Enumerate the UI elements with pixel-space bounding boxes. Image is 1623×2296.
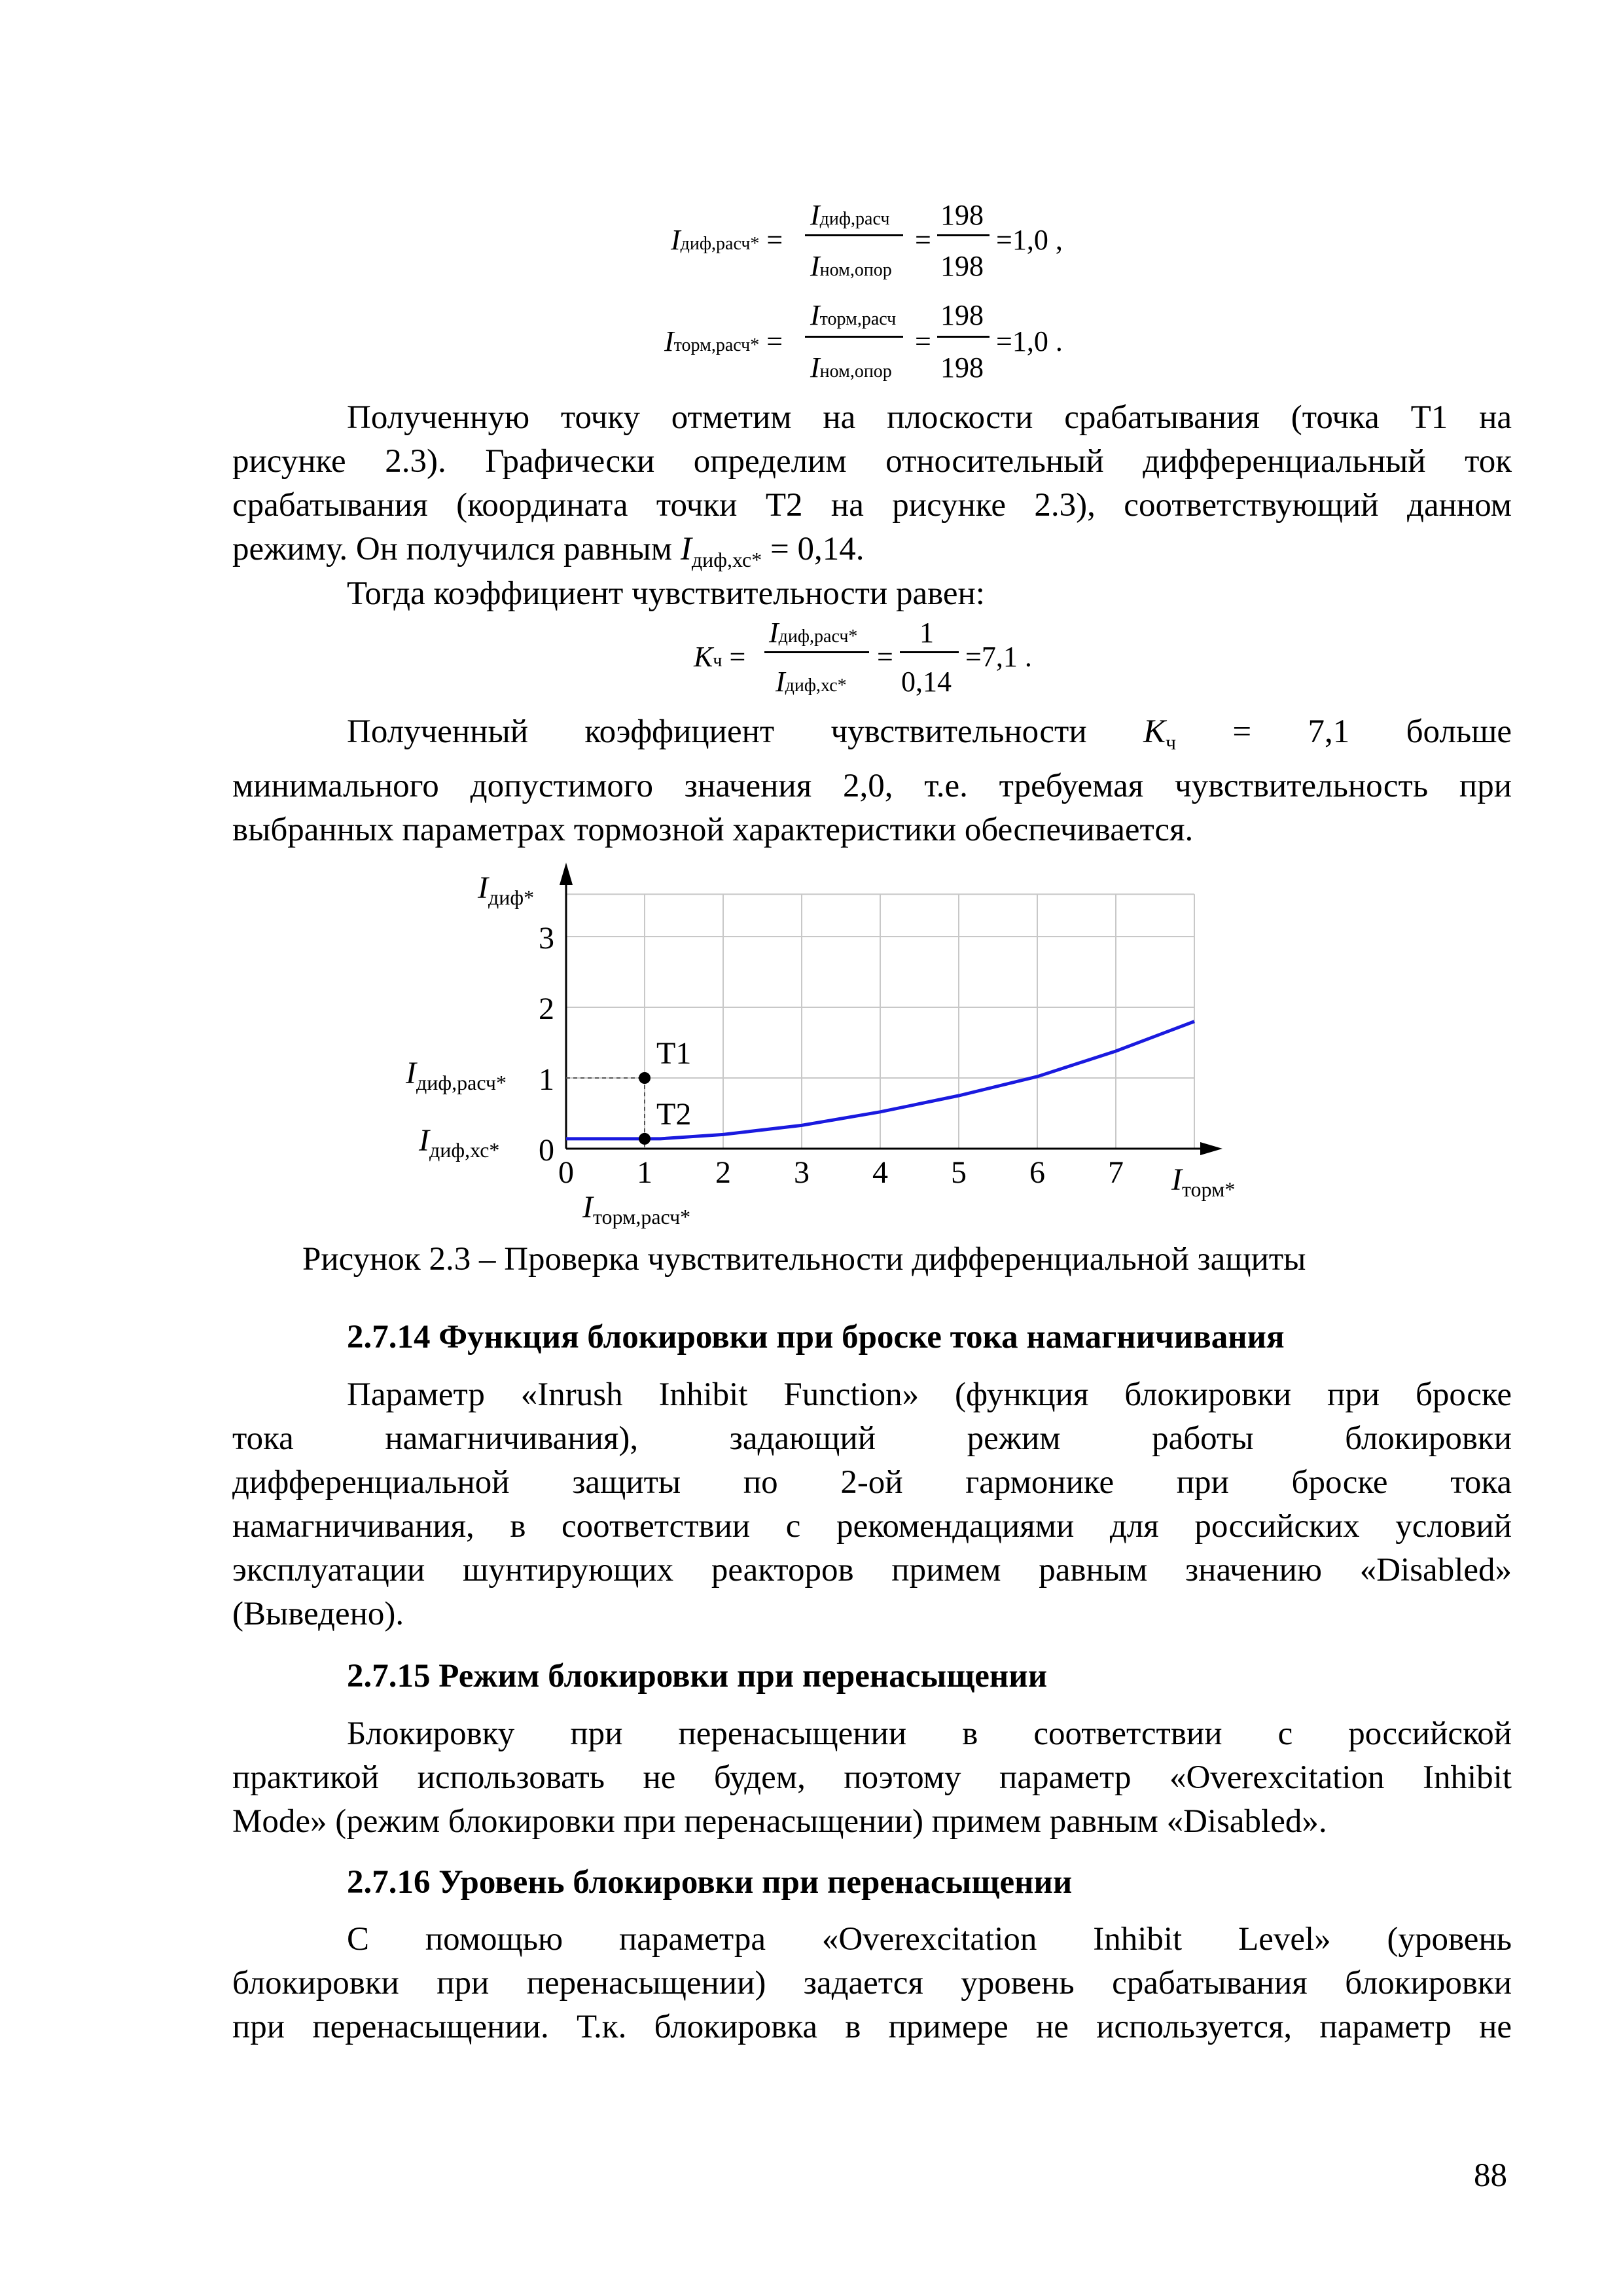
p1-line-2: рисунке 2.3). Графически определим относительный дифференциальный ток [232,443,1512,480]
f1-den2: 198 [940,250,984,282]
x-annotation-t1: $I_{торм,расч*}$ [582,1190,691,1229]
f3-fraction-bar [764,651,869,653]
x-axis-title: $I_{торм*}$ [1171,1162,1236,1201]
f1-fraction-bar-2 [937,234,990,236]
p4-line-5: эксплуатации шунтирующих реакторов примем равным значению «Disabled» [232,1552,1512,1588]
p1-l4-sub: диф,хс* [691,548,762,572]
x-tick-label: 4 [872,1155,888,1190]
y-annotation-t2: $I_{диф,хс*}$ [419,1122,500,1162]
p3-k-eq [1143,713,1350,755]
p5-line-3: Mode» (режим блокировки при перенасыщении) примем равным «Disabled». [232,1803,1327,1840]
f1-num2: 198 [940,199,984,231]
x-tick-label: 3 [794,1155,810,1190]
p1-l4-var: I [680,531,692,567]
f1-lhs: I [671,224,681,256]
paragraph-2 [232,572,1512,616]
sensitivity-chart [393,851,1309,1244]
f3-fraction-bar-2 [900,651,959,653]
y-tick-label: 3 [539,921,554,956]
y-axis-title: $I_{диф*}$ [478,870,535,909]
p5-line-1: Блокировку при перенасыщении в соответствии с российской [347,1715,1512,1752]
f2-fraction-bar [805,336,903,338]
p3-k-sub: ч [1166,730,1177,755]
f3-den-sub: диф,хс* [785,675,847,696]
point-t1 [639,1072,651,1084]
p5-line-2: практикой использовать не будем, поэтому параметр «Overexcitation Inhibit [232,1759,1512,1796]
y-tick-label: 0 [539,1133,554,1168]
f3-den2: 0,14 [901,666,952,698]
x-tick-label: 7 [1108,1155,1124,1190]
p4-line-4: намагничивания, в соответствии с рекомендациями для российских условий [232,1508,1512,1545]
f2-lhs: I [664,325,674,357]
point-t2 [639,1133,651,1145]
x-tick-label: 5 [951,1155,967,1190]
f1-lhs-sub: диф,расч* [680,234,760,254]
f2-den: I [810,351,820,384]
f3-lhs: K [694,641,713,673]
paragraph-3 [232,710,1512,852]
f2-num2: 198 [940,299,984,331]
p3-k-value: = 7,1 [1176,713,1350,750]
p4-line-6: (Выведено). [232,1596,404,1632]
f3-den: I [776,666,785,698]
point-label-t1: T1 [656,1036,692,1071]
x-axis-arrow [1200,1142,1222,1155]
p2-line-1: Тогда коэффициент чувствительности равен: [347,575,985,612]
p1-l4-value: = 0,14. [762,531,865,567]
f3-num: I [769,617,779,649]
p4-line-3: дифференциальной защиты по 2-ой гармонике при броске тока [232,1464,1512,1501]
f2-lhs-sub: торм,расч* [673,335,760,355]
y-tick-label: 2 [539,992,554,1026]
y-tick-label: 1 [539,1062,554,1097]
heading-2-7-15: 2.7.15 Режим блокировки при перенасыщении [347,1658,1048,1695]
heading-2-7-16: 2.7.16 Уровень блокировки при перенасыщении [347,1864,1073,1901]
p3-line-3: выбранных параметрах тормозной характеристики обеспечивается. [232,812,1194,849]
x-tick-label: 0 [558,1155,574,1190]
f2-num-sub: торм,расч [819,309,897,329]
f3-num-sub: диф,расч* [778,626,858,647]
p6-line-3: при перенасыщении. Т.к. блокировка в примере не используется, параметр не [232,2009,1512,2045]
f2-num: I [810,299,820,331]
paragraph-6 [232,1918,1512,2049]
x-tick-label: 2 [715,1155,731,1190]
paragraph-4 [232,1373,1512,1636]
y-annotation-t1: $I_{диф,расч*}$ [406,1056,507,1094]
f3-lhs-sub: ч [713,651,722,671]
p3-w1: Полученный [347,713,529,750]
f1-result: =1,0 , [996,224,1063,256]
p4-line-2: тока намагничивания), задающий режим работы блокировки [232,1420,1512,1457]
f1-num: I [810,199,820,231]
p6-line-1: С помощью параметра «Overexcitation Inhibit Level» (уровень [347,1921,1512,1958]
f1-num-sub: диф,расч [819,209,890,229]
p1-line-3: срабатывания (координата точки Т2 на рисунке 2.3), соответствующий данном [232,487,1512,524]
page-number: 88 [1474,2157,1507,2194]
f2-result: =1,0 . [996,325,1063,357]
figure-caption: Рисунок 2.3 – Проверка чувствительности дифференциальной защиты [302,1241,1306,1278]
f1-den: I [810,250,820,282]
y-axis-arrow [560,863,573,885]
f3-num2: 1 [919,617,934,649]
p3-w5: больше [1406,713,1512,750]
f1-fraction-bar [805,234,903,236]
p3-w2: коэффициент [584,713,775,750]
x-tick-label: 6 [1029,1155,1045,1190]
p1-line-1: Полученную точку отметим на плоскости срабатывания (точка Т1 на [347,399,1512,436]
heading-2-7-14: 2.7.14 Функция блокировки при броске тока намагничивания [347,1319,1285,1355]
paragraph-1 [232,396,1512,582]
f1-den-sub: ном,опор [819,260,892,280]
point-label-t2: T2 [656,1096,692,1132]
p3-k-var: K [1143,713,1166,750]
p3-line-2: минимального допустимого значения 2,0, т.е. требуемая чувствительность при [232,768,1512,805]
f2-den2: 198 [940,351,984,384]
p3-w3: чувствительности [830,713,1087,750]
p6-line-2: блокировки при перенасыщении) задается уровень срабатывания блокировки [232,1965,1512,2001]
f3-result: =7,1 . [965,641,1032,673]
paragraph-5 [232,1712,1512,1844]
f2-fraction-bar-2 [937,336,990,338]
p4-line-1: Параметр «Inrush Inhibit Function» (функция блокировки при броске [347,1376,1512,1413]
f2-den-sub: ном,опор [819,361,892,382]
p3-line-1 [232,710,1512,764]
x-tick-label: 1 [637,1155,652,1190]
p1-l4-text: режиму. Он получился равным [232,531,681,567]
